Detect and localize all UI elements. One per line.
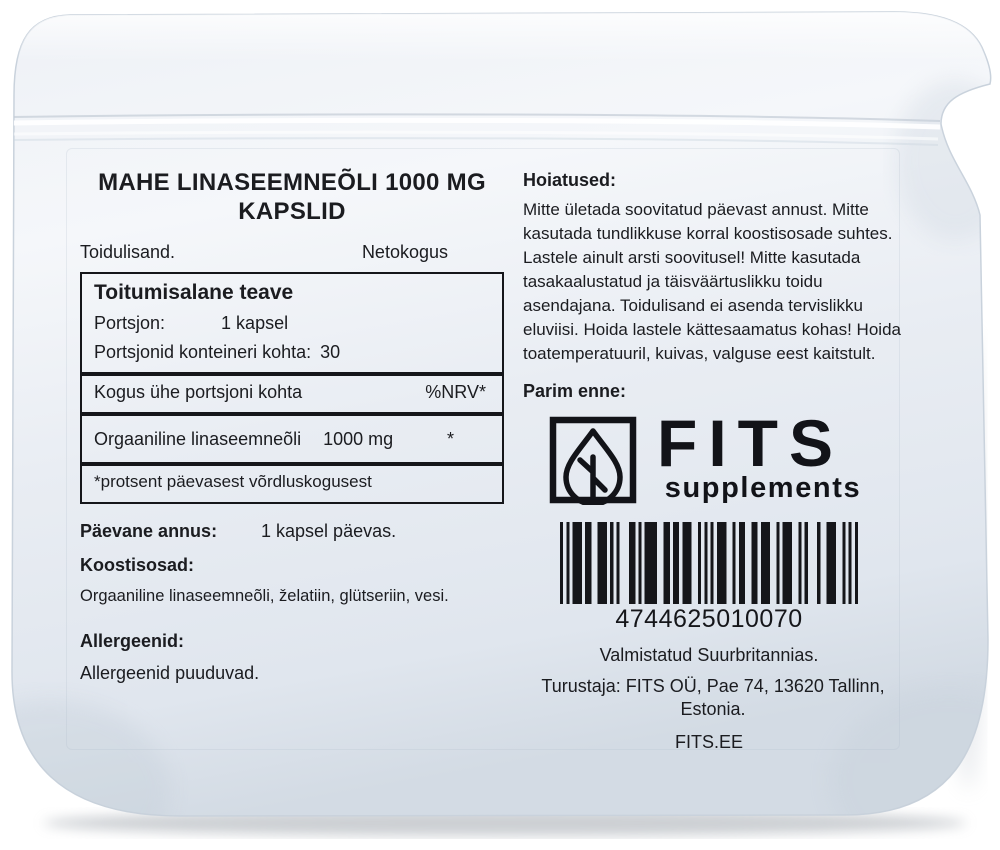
nutrient-name: Orgaaniline linaseemneõli [94, 429, 302, 449]
label-right-column [523, 170, 901, 753]
warnings-text: Mitte ületada soovitatud päevast annust. Mitte kasutada tundlikkuse korral koostisosade suhtes. Lastele ainult arsti soovitusel! Mitte kasutada tasakaalustatud ja täisväärtuslikku toidu asendajana. Toidulisand ei asenda tervislikku eluviisi. Hoida lastele kättesaamatus kohas! Hoida toatemperatuuril, kuivas, valguse eest kaitstult. [523, 200, 901, 363]
nutrition-facts-box [80, 272, 504, 504]
brand-wordmark [657, 406, 869, 505]
thick-divider [82, 372, 502, 376]
servings-per-container-label: Portsjonid konteineri kohta: [94, 342, 312, 362]
daily-dose-row [80, 521, 504, 542]
barcode-bars [560, 522, 858, 604]
serving-size-row [94, 313, 490, 334]
servings-per-container-row [94, 342, 490, 363]
brand-subtitle: supplements [664, 472, 862, 504]
nutrition-facts-title: Toitumisalane teave [94, 281, 294, 304]
allergens-value: Allergeenid puuduvad. [80, 663, 260, 683]
allergens-label: Allergeenid: [80, 631, 185, 651]
nutrient-nrv: * [446, 429, 454, 449]
nrv-footnote: *protsent päevasest võrdluskogusest [94, 472, 372, 491]
supplement-type-label: Toidulisand. [80, 242, 176, 262]
serving-size-label: Portsjon: [94, 313, 166, 333]
brand-logo [549, 406, 895, 505]
barcode [560, 522, 858, 634]
allergens-section [80, 631, 259, 684]
warnings-label: Hoiatused: [523, 170, 617, 190]
ingredients-label: Koostisosad: [80, 555, 195, 575]
product-title [80, 168, 504, 226]
brand-name: FITS [657, 406, 844, 480]
net-quantity-label: Netokogus [361, 242, 448, 262]
label-footer [523, 645, 895, 753]
nutrient-row [94, 429, 490, 450]
daily-dose-value: 1 kapsel päevas. [261, 521, 397, 541]
thick-divider [82, 412, 502, 416]
leaf-drop-icon [549, 415, 637, 505]
website-text: FITS.EE [674, 732, 743, 752]
amount-per-serving-header: Kogus ühe portsjoni kohta [94, 382, 303, 402]
daily-dose-label: Päevane annus: [80, 521, 218, 541]
label-left-column [80, 168, 504, 606]
amount-header-row [94, 382, 490, 403]
ingredients-value: Orgaaniline linaseemneõli, želatiin, glütseriin, vesi. [80, 587, 449, 605]
distributor-text: Turustaja: FITS OÜ, Pae 74, 13620 Tallinn, Estonia. [541, 676, 885, 719]
barcode-number: 4744625010070 [615, 605, 803, 633]
serving-size-value: 1 kapsel [221, 313, 289, 333]
product-title-line2: KAPSLID [238, 198, 346, 225]
product-meta-row [80, 242, 504, 263]
nutrient-amount: 1000 mg [323, 429, 394, 449]
thick-divider [82, 462, 502, 466]
servings-per-container-value: 30 [320, 342, 341, 362]
product-title-line1: MAHE LINASEEMNEÕLI 1000 MG [98, 169, 486, 196]
best-before-label: Parim enne: [523, 381, 627, 401]
made-in-text: Valmistatud Suurbritannias. [599, 645, 819, 665]
nrv-header: %NRV* [425, 382, 486, 402]
